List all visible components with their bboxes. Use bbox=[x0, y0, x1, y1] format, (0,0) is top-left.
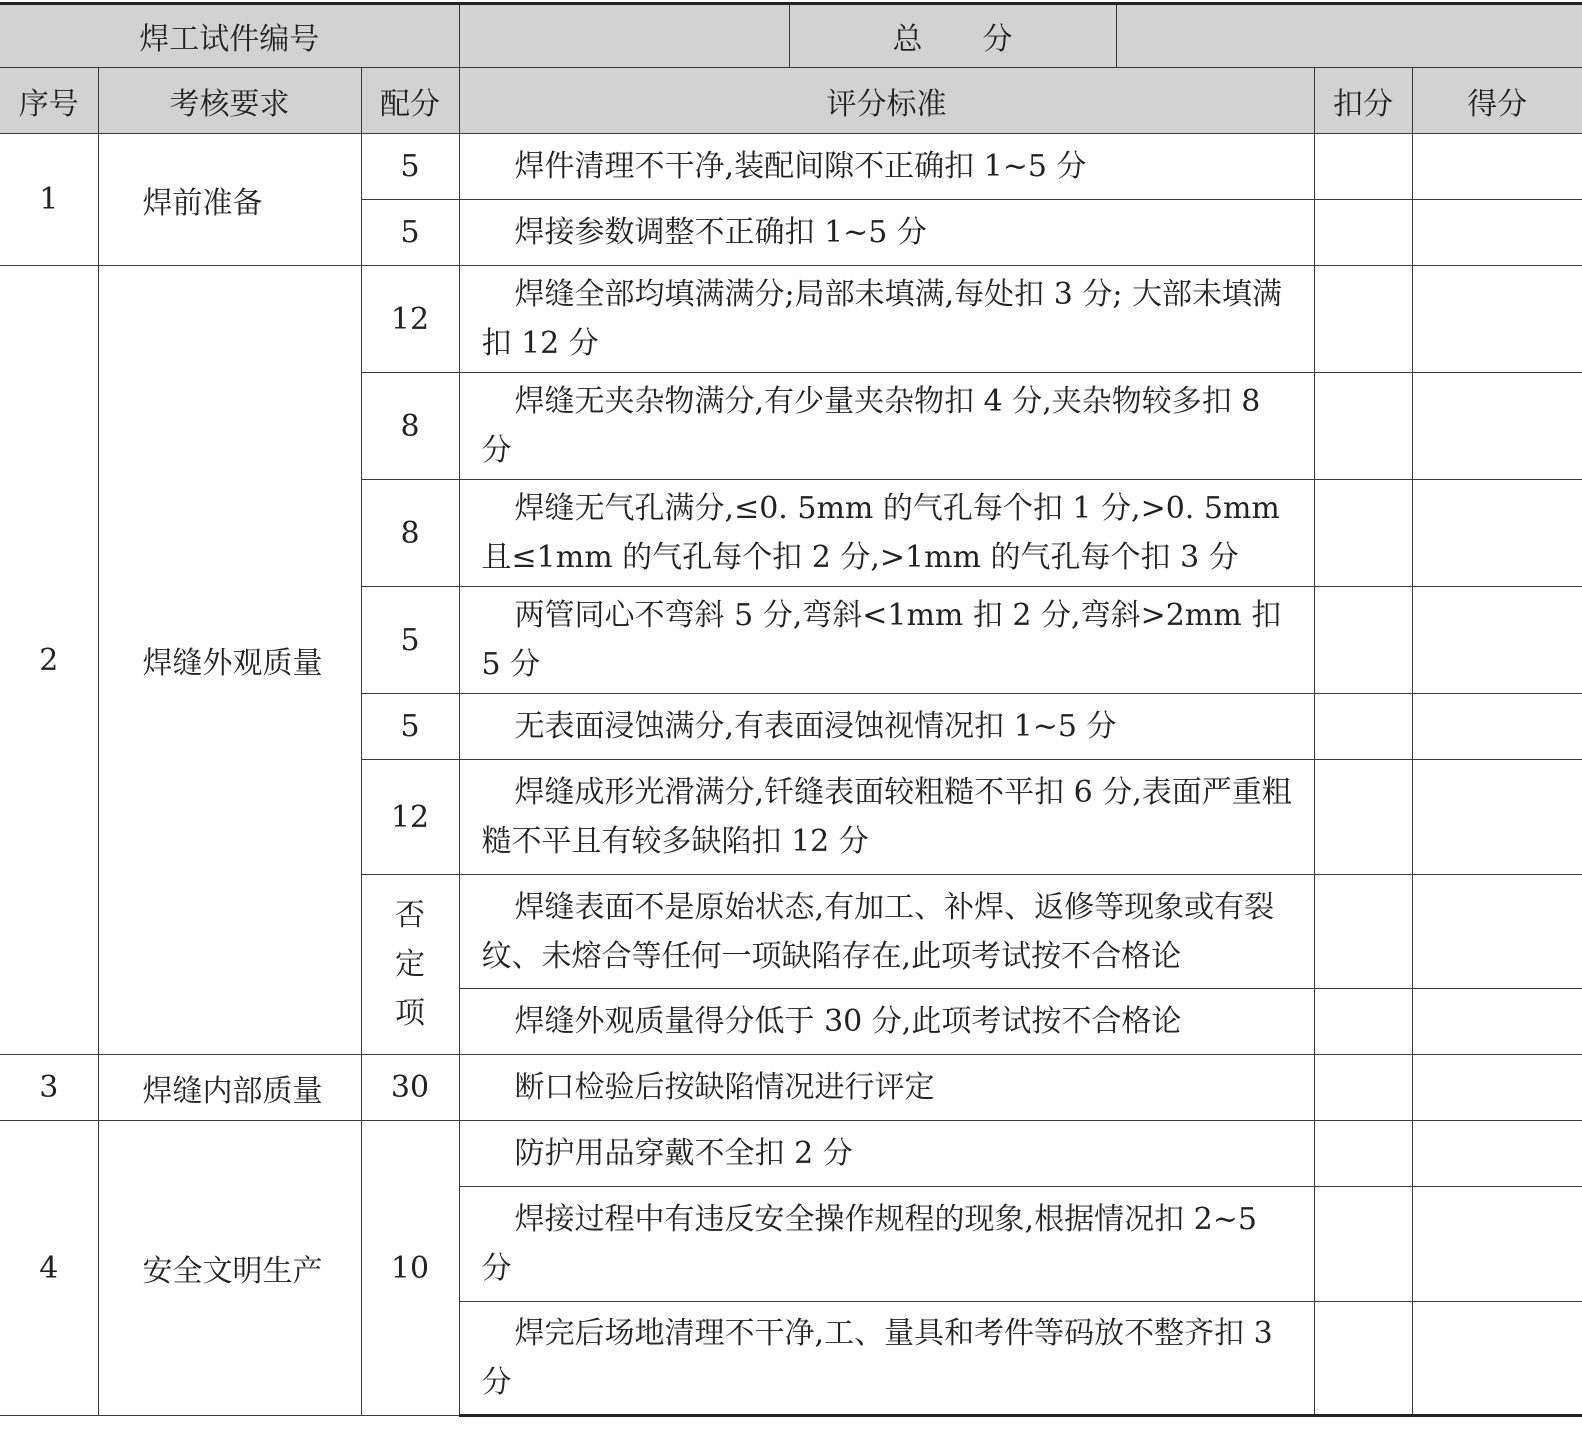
deduct-cell[interactable] bbox=[1314, 1187, 1412, 1302]
row-criteria: 焊完后场地清理不干净,工、量具和考件等码放不整齐扣 3 分 bbox=[459, 1302, 1314, 1416]
score-cell[interactable] bbox=[1412, 1302, 1582, 1416]
row-item: 安全文明生产 bbox=[98, 1121, 361, 1416]
deduct-cell[interactable] bbox=[1314, 694, 1412, 760]
col-header-criteria: 评分标准 bbox=[459, 68, 1314, 134]
row-points: 5 bbox=[361, 694, 459, 760]
col-header-seq: 序号 bbox=[0, 68, 98, 134]
score-cell[interactable] bbox=[1412, 989, 1582, 1055]
score-cell[interactable] bbox=[1412, 587, 1582, 694]
row-item: 焊前准备 bbox=[98, 134, 361, 266]
row-seq: 4 bbox=[0, 1121, 98, 1416]
scoring-table bbox=[0, 2, 1582, 1417]
row-criteria: 焊件清理不干净,装配间隙不正确扣 1~5 分 bbox=[459, 134, 1314, 200]
score-cell[interactable] bbox=[1412, 480, 1582, 587]
deduct-cell[interactable] bbox=[1314, 1055, 1412, 1121]
row-item: 焊缝内部质量 bbox=[98, 1055, 361, 1121]
row-points: 5 bbox=[361, 200, 459, 266]
deduct-cell[interactable] bbox=[1314, 480, 1412, 587]
row-criteria: 焊接过程中有违反安全操作规程的现象,根据情况扣 2~5 分 bbox=[459, 1187, 1314, 1302]
col-header-points: 配分 bbox=[361, 68, 459, 134]
score-cell[interactable] bbox=[1412, 373, 1582, 480]
veto-label: 否定项 bbox=[395, 898, 426, 1031]
row-points: 8 bbox=[361, 480, 459, 587]
table-row bbox=[0, 1055, 1582, 1121]
row-seq: 2 bbox=[0, 266, 98, 1055]
score-cell[interactable] bbox=[1412, 134, 1582, 200]
score-cell[interactable] bbox=[1412, 760, 1582, 875]
row-points: 5 bbox=[361, 134, 459, 200]
deduct-cell[interactable] bbox=[1314, 373, 1412, 480]
row-criteria: 两管同心不弯斜 5 分,弯斜<1mm 扣 2 分,弯斜>2mm 扣 5 分 bbox=[459, 587, 1314, 694]
row-points: 12 bbox=[361, 266, 459, 373]
score-cell[interactable] bbox=[1412, 266, 1582, 373]
row-criteria: 焊缝表面不是原始状态,有加工、补焊、返修等现象或有裂纹、未熔合等任何一项缺陷存在,此项考试按不合格论 bbox=[459, 875, 1314, 989]
table-row bbox=[0, 266, 1582, 373]
col-header-score: 得分 bbox=[1412, 68, 1582, 134]
row-criteria: 焊缝成形光滑满分,钎缝表面较粗糙不平扣 6 分,表面严重粗糙不平且有较多缺陷扣 12 分 bbox=[459, 760, 1314, 875]
row-points: 5 bbox=[361, 587, 459, 694]
total-score-value[interactable] bbox=[1116, 4, 1582, 68]
score-cell[interactable] bbox=[1412, 875, 1582, 989]
score-cell[interactable] bbox=[1412, 694, 1582, 760]
row-points: 30 bbox=[361, 1055, 459, 1121]
specimen-number-value[interactable] bbox=[459, 4, 789, 68]
row-criteria: 断口检验后按缺陷情况进行评定 bbox=[459, 1055, 1314, 1121]
row-points: 8 bbox=[361, 373, 459, 480]
row-seq: 1 bbox=[0, 134, 98, 266]
table-row bbox=[0, 1121, 1582, 1187]
deduct-cell[interactable] bbox=[1314, 200, 1412, 266]
row-criteria: 防护用品穿戴不全扣 2 分 bbox=[459, 1121, 1314, 1187]
row-criteria: 焊接参数调整不正确扣 1~5 分 bbox=[459, 200, 1314, 266]
score-cell[interactable] bbox=[1412, 1055, 1582, 1121]
row-criteria: 焊缝无气孔满分,≤0. 5mm 的气孔每个扣 1 分,>0. 5mm 且≤1mm 的气孔每个扣 2 分,>1mm 的气孔每个扣 3 分 bbox=[459, 480, 1314, 587]
deduct-cell[interactable] bbox=[1314, 1302, 1412, 1416]
row-criteria: 焊缝无夹杂物满分,有少量夹杂物扣 4 分,夹杂物较多扣 8 分 bbox=[459, 373, 1314, 480]
row-points: 12 bbox=[361, 760, 459, 875]
row-criteria: 焊缝全部均填满满分;局部未填满,每处扣 3 分; 大部未填满扣 12 分 bbox=[459, 266, 1314, 373]
deduct-cell[interactable] bbox=[1314, 266, 1412, 373]
score-cell[interactable] bbox=[1412, 200, 1582, 266]
total-score-label: 总 分 bbox=[789, 4, 1116, 68]
specimen-number-label: 焊工试件编号 bbox=[0, 4, 459, 68]
deduct-cell[interactable] bbox=[1314, 760, 1412, 875]
deduct-cell[interactable] bbox=[1314, 1121, 1412, 1187]
col-header-item: 考核要求 bbox=[98, 68, 361, 134]
row-points-veto bbox=[361, 875, 459, 1055]
row-criteria: 焊缝外观质量得分低于 30 分,此项考试按不合格论 bbox=[459, 989, 1314, 1055]
row-criteria: 无表面浸蚀满分,有表面浸蚀视情况扣 1~5 分 bbox=[459, 694, 1314, 760]
table-row bbox=[0, 134, 1582, 200]
deduct-cell[interactable] bbox=[1314, 134, 1412, 200]
score-cell[interactable] bbox=[1412, 1121, 1582, 1187]
deduct-cell[interactable] bbox=[1314, 989, 1412, 1055]
deduct-cell[interactable] bbox=[1314, 587, 1412, 694]
score-cell[interactable] bbox=[1412, 1187, 1582, 1302]
row-seq: 3 bbox=[0, 1055, 98, 1121]
deduct-cell[interactable] bbox=[1314, 875, 1412, 989]
col-header-deduct: 扣分 bbox=[1314, 68, 1412, 134]
row-points: 10 bbox=[361, 1121, 459, 1416]
row-item: 焊缝外观质量 bbox=[98, 266, 361, 1055]
